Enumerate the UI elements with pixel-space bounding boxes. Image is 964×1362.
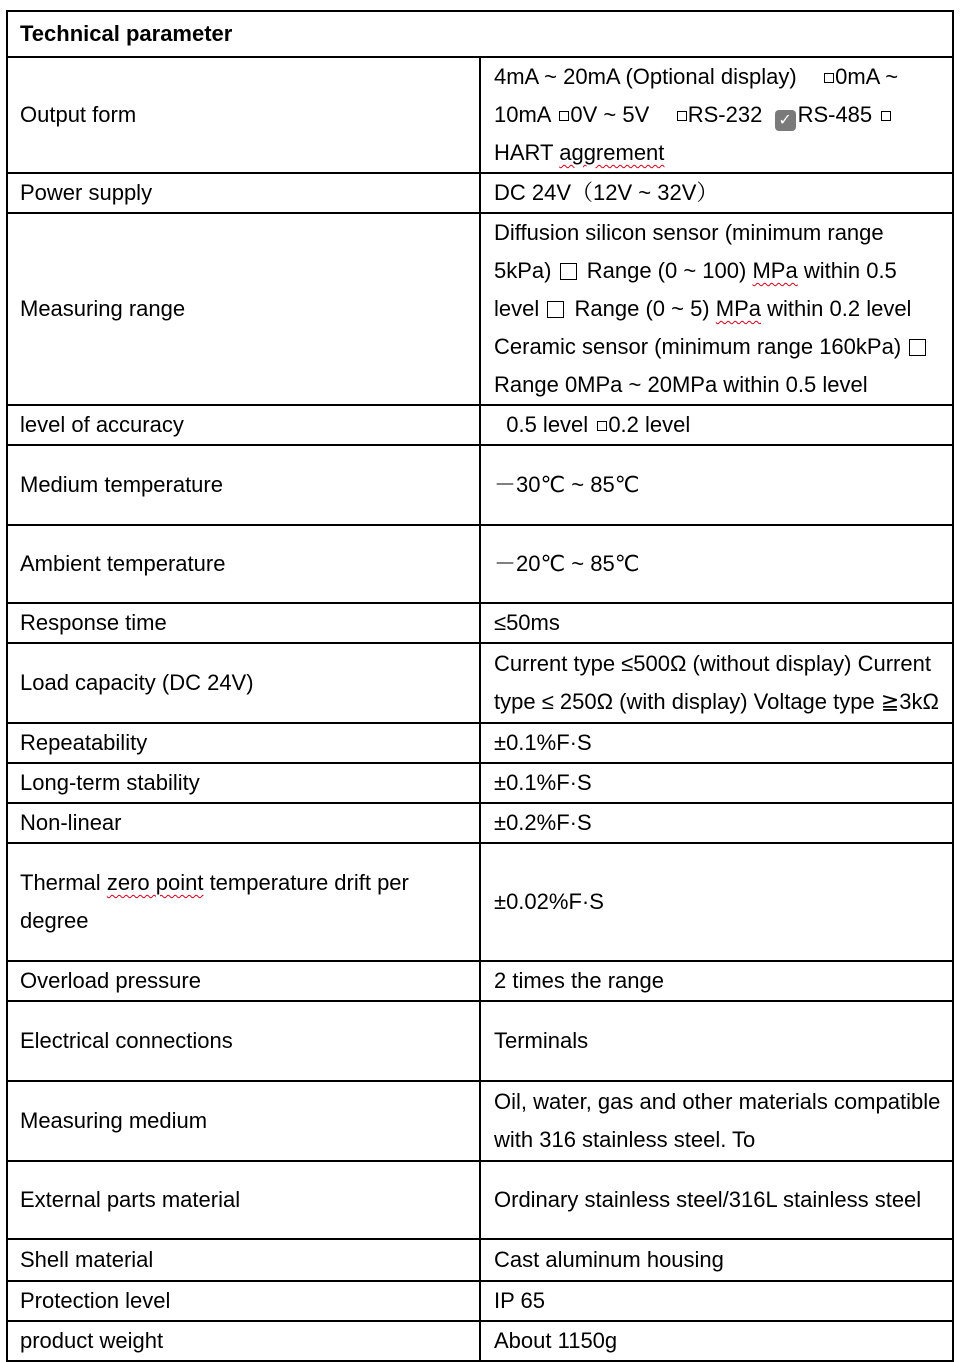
overload-label: Overload pressure bbox=[7, 961, 480, 1001]
overload-value: 2 times the range bbox=[480, 961, 953, 1001]
output-option-rs485: RS-485 bbox=[797, 102, 873, 127]
range-20-text: Range 0MPa ~ 20MPa within 0.5 level bbox=[494, 372, 868, 397]
range-100-level: within 0.5 level bbox=[494, 258, 897, 321]
thermal-drift-value: ±0.02%F·S bbox=[480, 843, 953, 961]
table-row bbox=[7, 961, 953, 1001]
weight-label: product weight bbox=[7, 1321, 480, 1361]
table-row bbox=[7, 803, 953, 843]
checkbox-range-100mpa[interactable] bbox=[560, 263, 577, 280]
table-row bbox=[7, 173, 953, 213]
table-row bbox=[7, 1281, 953, 1321]
power-supply-value: DC 24V（12V ~ 32V） bbox=[480, 173, 953, 213]
table-row bbox=[7, 1321, 953, 1361]
table-row bbox=[7, 525, 953, 603]
checkbox-hart[interactable] bbox=[881, 111, 891, 121]
table-row bbox=[7, 723, 953, 763]
load-capacity-label: Load capacity (DC 24V) bbox=[7, 643, 480, 723]
output-form-value bbox=[480, 57, 953, 173]
electrical-value: Terminals bbox=[480, 1001, 953, 1081]
table-row bbox=[7, 1239, 953, 1281]
power-supply-label: Power supply bbox=[7, 173, 480, 213]
medium-value: Oil, water, gas and other materials compatible with 316 stainless steel. To bbox=[480, 1081, 953, 1161]
ambient-temp-label: Ambient temperature bbox=[7, 525, 480, 603]
checkbox-range-20mpa[interactable] bbox=[909, 339, 926, 356]
table-row bbox=[7, 213, 953, 405]
accuracy-label: level of accuracy bbox=[7, 405, 480, 445]
load-capacity-value: Current type ≤500Ω (without display) Current type ≤ 250Ω (with display) Voltage type ≧3kΩ bbox=[480, 643, 953, 723]
external-parts-value: Ordinary stainless steel/316L stainless steel bbox=[480, 1161, 953, 1239]
weight-value: About 1150g bbox=[480, 1321, 953, 1361]
medium-temp-value: －30℃ ~ 85℃ bbox=[480, 445, 953, 525]
ambient-temp-value: －20℃ ~ 85℃ bbox=[480, 525, 953, 603]
table-row bbox=[7, 1161, 953, 1239]
long-term-label: Long-term stability bbox=[7, 763, 480, 803]
output-option-hart: HART bbox=[494, 140, 554, 165]
checkbox-0-5v[interactable] bbox=[559, 111, 569, 121]
table-row bbox=[7, 763, 953, 803]
output-option-0-10ma: 0mA ~ 10mA bbox=[494, 64, 899, 127]
output-option-aggrement: aggrement bbox=[559, 140, 665, 165]
non-linear-label: Non-linear bbox=[7, 803, 480, 843]
output-option-rs232: RS-232 bbox=[687, 102, 763, 127]
shell-label: Shell material bbox=[7, 1239, 480, 1281]
table-row bbox=[7, 843, 953, 961]
table-row bbox=[7, 1081, 953, 1161]
response-time-label: Response time bbox=[7, 603, 480, 643]
measuring-range-value bbox=[480, 213, 953, 405]
medium-label: Measuring medium bbox=[7, 1081, 480, 1161]
medium-temp-label: Medium temperature bbox=[7, 445, 480, 525]
table-title: Technical parameter bbox=[7, 11, 953, 57]
external-parts-label: External parts material bbox=[7, 1161, 480, 1239]
unit-mpa-2: MPa bbox=[715, 296, 762, 321]
output-option-4-20ma: 4mA ~ 20mA (Optional display) bbox=[494, 64, 797, 89]
diffusion-sensor-text: Diffusion silicon sensor (minimum range 5kPa) bbox=[494, 220, 884, 283]
table-row bbox=[7, 57, 953, 173]
checkbox-0-10ma[interactable] bbox=[824, 73, 834, 83]
checkmark-icon[interactable]: ✓ bbox=[775, 110, 796, 131]
table-row bbox=[7, 405, 953, 445]
accuracy-option-05: 0.5 level bbox=[506, 412, 589, 437]
repeatability-value: ±0.1%F·S bbox=[480, 723, 953, 763]
thermal-drift-label bbox=[7, 843, 480, 961]
protection-label: Protection level bbox=[7, 1281, 480, 1321]
non-linear-value: ±0.2%F·S bbox=[480, 803, 953, 843]
technical-parameter-table bbox=[6, 10, 954, 1362]
protection-value: IP 65 bbox=[480, 1281, 953, 1321]
table-row bbox=[7, 643, 953, 723]
range-5-text: Range (0 ~ 5) bbox=[574, 296, 710, 321]
unit-mpa-1: MPa bbox=[752, 258, 798, 283]
table-row bbox=[7, 603, 953, 643]
thermal-rest: temperature drift per degree bbox=[20, 870, 409, 933]
output-option-0-5v: 0V ~ 5V bbox=[570, 102, 650, 127]
electrical-label: Electrical connections bbox=[7, 1001, 480, 1081]
accuracy-option-02: 0.2 level bbox=[608, 412, 691, 437]
shell-value: Cast aluminum housing bbox=[480, 1239, 953, 1281]
output-form-label: Output form bbox=[7, 57, 480, 173]
title-row bbox=[7, 11, 953, 57]
accuracy-value bbox=[480, 405, 953, 445]
thermal-word: Thermal bbox=[20, 870, 101, 895]
measuring-range-label: Measuring range bbox=[7, 213, 480, 405]
zero-point-word: zero point bbox=[106, 870, 204, 895]
table-row bbox=[7, 1001, 953, 1081]
range-5-level: within 0.2 level Ceramic sensor (minimum range 160kPa) bbox=[494, 296, 912, 359]
response-time-value: ≤50ms bbox=[480, 603, 953, 643]
checkbox-range-5mpa[interactable] bbox=[547, 301, 564, 318]
checkbox-rs232[interactable] bbox=[677, 111, 687, 121]
checkbox-accuracy-02[interactable] bbox=[597, 421, 607, 431]
table-row bbox=[7, 445, 953, 525]
repeatability-label: Repeatability bbox=[7, 723, 480, 763]
range-100-text: Range (0 ~ 100) bbox=[586, 258, 747, 283]
long-term-value: ±0.1%F·S bbox=[480, 763, 953, 803]
